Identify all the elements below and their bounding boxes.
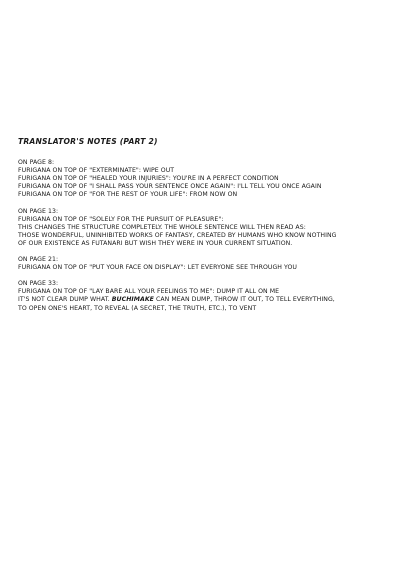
note-line: FURIGANA ON TOP OF "HEALED YOUR INJURIES": YOU'RE IN A PERFECT CONDITION bbox=[18, 175, 279, 183]
note-line: FURIGANA ON TOP OF "EXTERMINATE": WIPE OUT bbox=[18, 167, 175, 175]
section-heading: ON PAGE 33: bbox=[18, 280, 59, 288]
translator-notes bbox=[18, 138, 384, 321]
section-heading: ON PAGE 13: bbox=[18, 207, 59, 215]
notes-title: TRANSLATOR'S NOTES (PART 2) bbox=[18, 137, 158, 146]
note-line: FURIGANA ON TOP OF "SOLELY FOR THE PURSUIT OF PLEASURE": bbox=[18, 215, 224, 223]
section-heading: ON PAGE 8: bbox=[18, 159, 55, 167]
note-line: FURIGANA ON TOP OF "LAY BARE ALL YOUR FEELINGS TO ME": DUMP IT ALL ON ME bbox=[18, 288, 280, 296]
emphasis-before: IT'S NOT CLEAR DUMP WHAT. bbox=[18, 296, 112, 304]
note-section-page-8 bbox=[18, 159, 384, 199]
section-heading: ON PAGE 21: bbox=[18, 256, 59, 264]
emphasis-word: BUCHIMAKE bbox=[111, 296, 154, 304]
note-line: FURIGANA ON TOP OF "FOR THE REST OF YOUR LIFE": FROM NOW ON bbox=[18, 191, 238, 199]
emphasis-after: CAN MEAN DUMP, THROW IT OUT, TO TELL EVERYTHING, bbox=[153, 296, 335, 304]
note-line: FURIGANA ON TOP OF "I SHALL PASS YOUR SENTENCE ONCE AGAIN": I'LL TELL YOU ONCE AGAIN bbox=[18, 183, 322, 191]
note-section-page-21 bbox=[18, 256, 384, 272]
note-line: THIS CHANGES THE STRUCTURE COMPLETELY. THE WHOLE SENTENCE WILL THEN READ AS: bbox=[18, 223, 306, 231]
note-line: FURIGANA ON TOP OF "PUT YOUR FACE ON DISPLAY": LET EVERYONE SEE THROUGH YOU bbox=[18, 264, 297, 272]
note-line-with-emphasis bbox=[18, 296, 384, 304]
note-line: OF OUR EXISTENCE AS FUTANARI BUT WISH THEY WERE IN YOUR CURRENT SITUATION. bbox=[18, 239, 293, 247]
note-line: TO OPEN ONE'S HEART, TO REVEAL (A SECRET, THE TRUTH, ETC.), TO VENT bbox=[18, 304, 257, 312]
note-section-page-13 bbox=[18, 208, 384, 248]
note-line: THOSE WONDERFUL, UNINHIBITED WORKS OF FANTASY, CREATED BY HUMANS WHO KNOW NOTHING bbox=[18, 231, 337, 239]
note-section-page-33 bbox=[18, 280, 384, 312]
